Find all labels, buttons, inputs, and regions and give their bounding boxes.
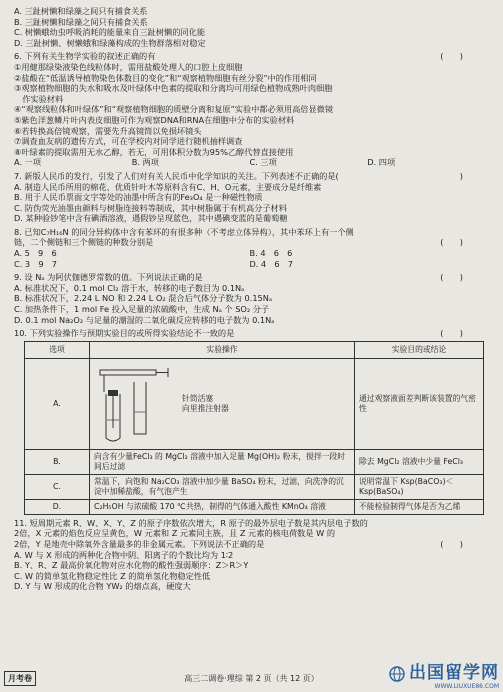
- q8-choices-row2: [14, 259, 485, 270]
- apparatus-cell: [90, 358, 355, 449]
- q7-option-b: B. 用于人民币票面文字等处的油墨中所含有的Fe₃O₄ 是一种磁性物质: [14, 192, 263, 203]
- q11-option-d: D. Y 与 W 形成的化合物 YW₂ 的熔点高，硬度大: [14, 581, 191, 592]
- watermark-title: 出国留学网: [409, 663, 499, 683]
- q8-choice-b: B. 4 6 6: [249, 248, 293, 259]
- row-result: 通过观察液面差判断该装置的气密性: [355, 358, 484, 449]
- q11-line: 2倍，Y 是地壳中除氧外含量最多的非金属元素。下列说法不正确的是: [14, 539, 265, 549]
- row-result: 说明常温下 Ksp(BaCO₃)＜Ksp(BaSO₄): [355, 474, 484, 499]
- row-option: D.: [25, 499, 90, 514]
- q8-answer-paren: ( ): [440, 237, 463, 248]
- row-option: C.: [25, 474, 90, 499]
- page-footer: [0, 663, 503, 692]
- q6-item: ⑦调查血友病的遗传方式，可在学校内对同学进行随机抽样调查: [14, 136, 243, 147]
- q5-option-d: D. 三趾树懒、树懒蛾和绿藻构成的生物群落相对稳定: [14, 37, 206, 48]
- q7-option-a: A. 制造人民币所用的棉花、优质针叶木等原料含有C、H、O元素，主要成分是纤维素: [14, 181, 322, 192]
- table-header: 实验操作: [90, 341, 355, 358]
- q6-choice-c: C. 三项: [249, 157, 277, 168]
- q7-stem: 7. 新版人民币的发行，引发了人们对有关人民币中化学知识的关注。下列表述不正确的是(: [14, 170, 339, 181]
- question-10: [14, 328, 485, 515]
- q8-choice-d: D. 4 6 7: [249, 258, 294, 269]
- question-7: [14, 171, 485, 224]
- row-operation: 向含有少量FeCl₃ 的 MgCl₂ 溶液中加入足量 Mg(OH)₂ 粉末，搅拌一段时间后过滤: [90, 449, 355, 474]
- q8-choice-a: A. 5 9 6: [14, 248, 57, 259]
- syringe-apparatus-figure: [94, 362, 174, 446]
- q11-line: 11. 短周期元素 R、W、X、Y、Z 的原子序数依次增大，R 原子的最外层电子数是其内层电子数的: [14, 517, 368, 528]
- q6-item: ②盐酸在“低温诱导植物染色体数目的变化”和“观察植物细胞有丝分裂”中的作用相同: [14, 72, 317, 83]
- q9-stem: 9. 设 Nₐ 为阿伏伽德罗常数的值。下列说法正确的是: [14, 272, 203, 283]
- apparatus-label: 向里推注射器: [182, 403, 229, 413]
- q9-answer-paren: ( ): [440, 272, 463, 283]
- experiment-table: [24, 341, 484, 515]
- q8-stem: 8. 已知C₇H₁₆N 的同分异构体中含有苯环的有很多种（不考虑立体异构），其中苯环上有一个侧: [14, 226, 354, 237]
- q6-choice-a: A. 一项: [14, 157, 42, 168]
- row-operation: C₂H₅OH 与浓硫酸 170 ℃共热，制得的气体通入酸性 KMnO₄ 溶液: [90, 499, 355, 514]
- row-result: 不能检验制得气体是否为乙烯: [355, 499, 484, 514]
- q11-line: 2倍，X 元素的焰色反应呈黄色，W 元素和 Z 元素同主族，且 Z 元素的核电荷数是 W 的: [14, 528, 336, 539]
- q6-item: ③观察植物细胞的失水和吸水及叶绿体中色素的提取和分离均可用绿色植物成熟叶肉细胞: [14, 83, 333, 94]
- table-header-row: [25, 341, 484, 358]
- globe-logo-icon: [389, 666, 405, 682]
- q7-answer-paren: ): [459, 170, 463, 181]
- q6-item: ⑧叶绿素的提取需用无水乙醇，若无，可用体积分数为95%乙醇代替直接使用: [14, 146, 294, 157]
- table-row: [25, 358, 484, 449]
- apparatus-label: 针筒活塞: [182, 393, 214, 403]
- q10-stem: 10. 下列实验操作与预期实验目的或所得实验结论不一致的是: [14, 328, 235, 339]
- row-operation: 常温下，向饱和 Na₂CO₃ 溶液中加少量 BaSO₄ 粉末，过滤，向洗净的沉淀中加稀盐酸，有气泡产生: [90, 474, 355, 499]
- q11-option-a: A. W 与 X 形成的两种化合物中阴、阳离子的个数比均为 1∶2: [14, 549, 234, 560]
- exam-type-stamp: 月考卷: [4, 671, 36, 686]
- row-option: B.: [25, 449, 90, 474]
- question-6: [14, 51, 485, 168]
- watermark: [389, 658, 499, 690]
- q5-options: [14, 6, 485, 48]
- q6-choice-d: D. 四项: [367, 157, 396, 168]
- question-11: [14, 518, 485, 592]
- q7-option-c: C. 防伪荧光油墨由颜料与树脂连接料等制成，其中树脂属于有机高分子材料: [14, 202, 287, 213]
- table-header: 选项: [25, 341, 90, 358]
- q6-answer-paren: ( ): [440, 51, 463, 62]
- q10-answer-paren: ( ): [440, 328, 463, 339]
- q7-option-d: D. 某种验钞笔中含有碘酒溶液，遇假钞呈现蓝色，其中遇碘变蓝的是葡萄糖: [14, 213, 288, 224]
- q11-answer-paren: ( ): [440, 539, 463, 549]
- row-result: 除去 MgCl₂ 溶液中少量 FeCl₃: [355, 449, 484, 474]
- q9-option-d: D. 0.1 mol Na₂O₂ 与足量的潮湿的二氧化碳反应转移的电子数为 0.1Nₐ: [14, 314, 275, 325]
- q8-choice-c: C. 3 9 7: [14, 258, 57, 269]
- q6-stem: 6. 下列有关生物学实验的叙述正确的有: [14, 51, 156, 62]
- q6-item: ④“观察线粒体和叶绿体”和“观察植物细胞的质壁分离和复原”实验中都必须用高倍显微镜: [14, 104, 334, 115]
- q5-option-c: C. 树懒蛾幼虫呼吸消耗的能量来自三趾树懒的同化能: [14, 27, 206, 38]
- question-8: [14, 227, 485, 269]
- q8-choices-row1: [14, 248, 485, 259]
- q6-item: 作实验材料: [14, 93, 64, 104]
- table-row: [25, 474, 484, 499]
- page-info: 高三二调卷·理综 第 2 页（共 12 页）: [184, 674, 319, 683]
- q11-option-c: C. W 的简单氢化物稳定性比 Z 的简单氢化物稳定性低: [14, 570, 211, 581]
- q6-item: ①用健那绿染液染色线粒体时，需用盐酸处理人的口腔上皮细胞: [14, 61, 243, 72]
- q9-option-a: A. 标准状况下，0.1 mol Cl₂ 溶于水，转移的电子数目为 0.1Nₐ: [14, 282, 245, 293]
- q6-item: ⑤紫色洋葱鳞片叶内表皮细胞可作为观察DNA和RNA在细胞中分布的实验材料: [14, 114, 295, 125]
- q6-choices: [14, 157, 485, 168]
- q9-option-c: C. 加热条件下，1 mol Fe 投入足量的浓硫酸中，生成 Nₐ 个 SO₂ 分子: [14, 304, 270, 315]
- q5-option-a: A. 三趾树懒和绿藻之间只有捕食关系: [14, 6, 148, 16]
- table-header: 实验目的或结论: [355, 341, 484, 358]
- q11-option-b: B. Y、R、Z 最高价氧化物对应水化物的酸性强弱顺序：Z＞R＞Y: [14, 560, 249, 571]
- q8-stem-cont: 链，二个侧链和三个侧链的种数分别是: [14, 237, 154, 248]
- watermark-url: WWW.LIUXUE86.COM: [434, 683, 499, 690]
- q6-choice-b: B. 两项: [131, 157, 159, 168]
- question-9: [14, 272, 485, 325]
- q9-option-b: B. 标准状况下，2.24 L NO 和 2.24 L O₂ 混合后气体分子数为 0.15Nₐ: [14, 293, 273, 304]
- q6-item: ⑥若转换高倍镜观察，需要先升高镜筒以免损坏镜头: [14, 125, 202, 136]
- row-option: A.: [25, 358, 90, 449]
- table-row: [25, 449, 484, 474]
- q5-option-b: B. 三趾树懒和绿藻之间只有捕食关系: [14, 16, 148, 27]
- table-row: [25, 499, 484, 514]
